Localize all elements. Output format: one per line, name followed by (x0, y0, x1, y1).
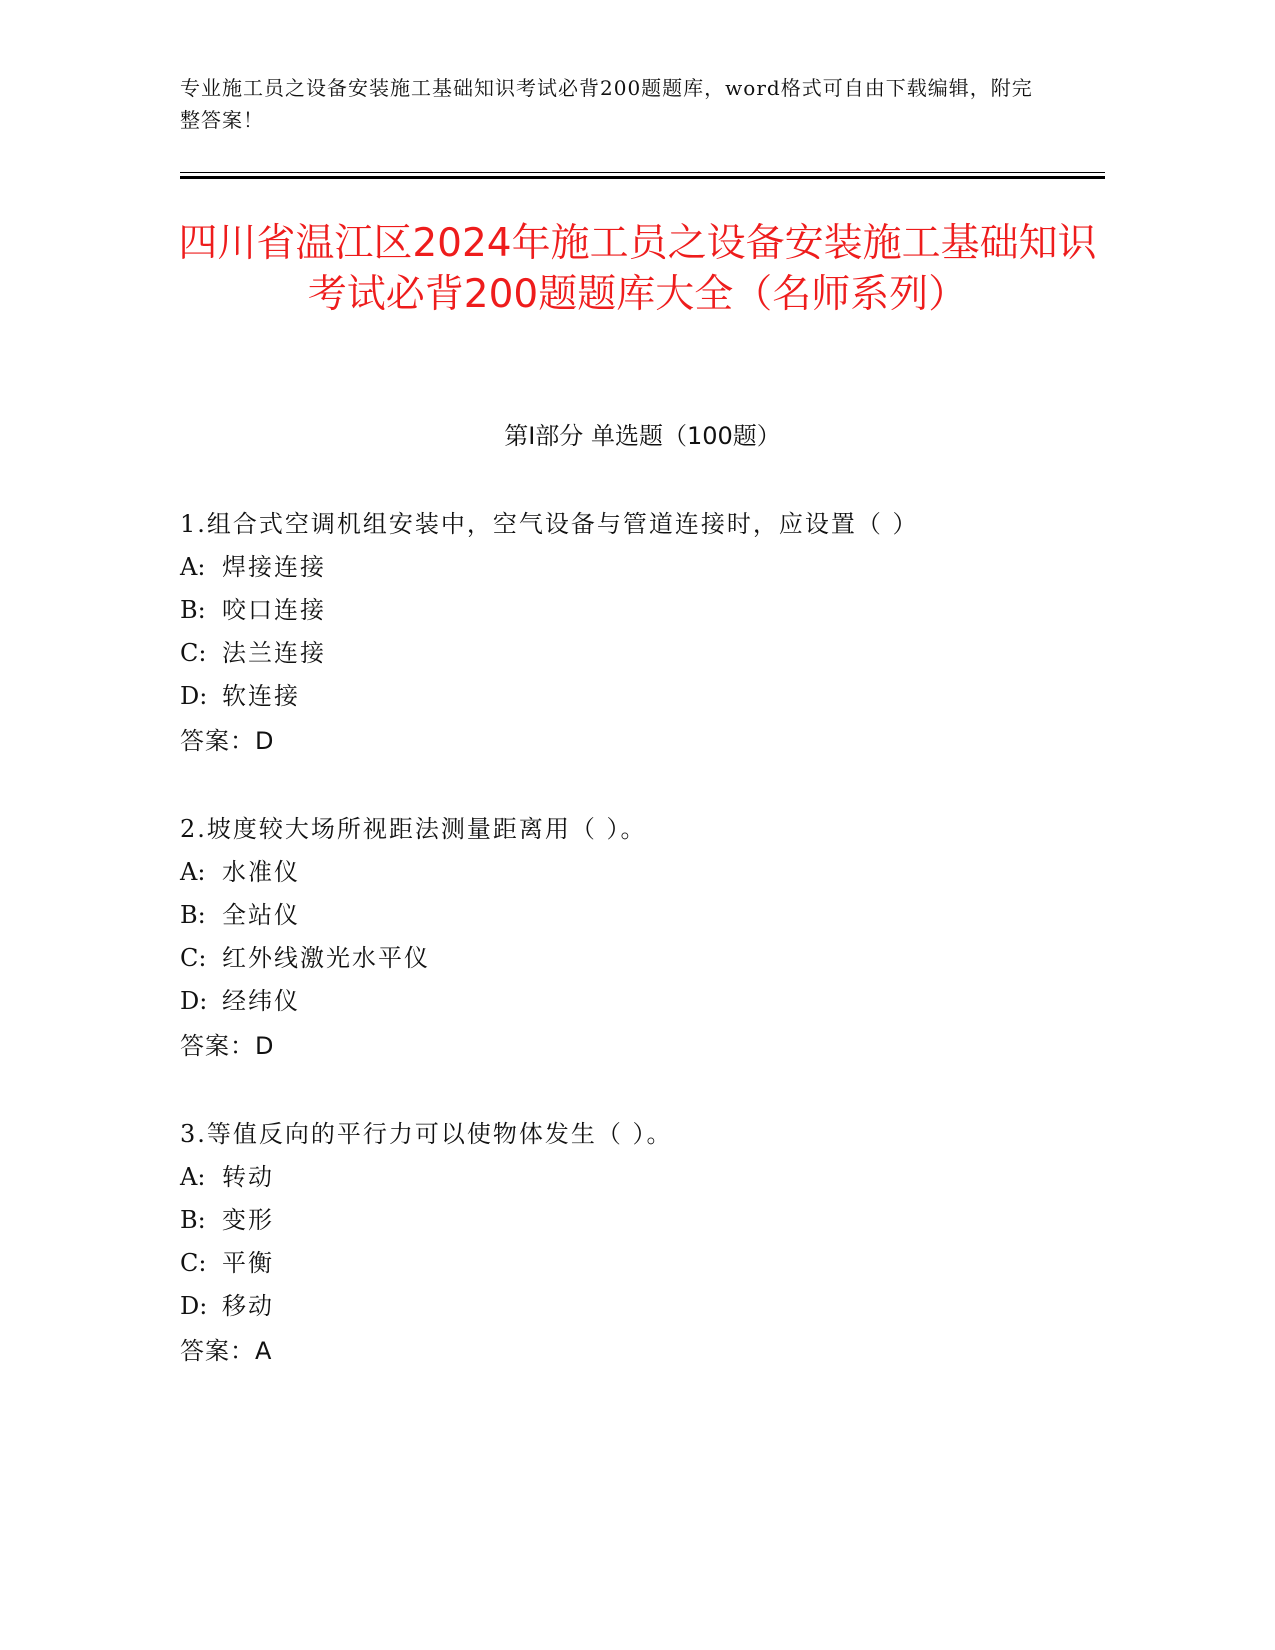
question-stem: 2.坡度较大场所视距法测量距离用（ ）。 (180, 815, 647, 843)
option-text: 变形 (222, 1206, 274, 1234)
answer-line: 答案：D (180, 1032, 275, 1060)
option-letter: D: (180, 987, 208, 1015)
option-letter: D: (180, 1292, 208, 1320)
option-text: 法兰连接 (222, 639, 326, 667)
option-text: 平衡 (222, 1249, 274, 1277)
question-stem: 3.等值反向的平行力可以使物体发生（ ）。 (180, 1120, 673, 1148)
option-c (180, 1242, 1105, 1285)
option-b (180, 894, 1105, 937)
option-text: 全站仪 (222, 901, 300, 929)
option-text: 焊接连接 (222, 553, 326, 581)
option-c (180, 937, 1105, 980)
option-d (180, 1285, 1105, 1328)
question-2 (180, 808, 1105, 1069)
option-letter: B: (180, 901, 206, 929)
header-divider-thick (180, 176, 1105, 179)
option-a (180, 1156, 1105, 1199)
option-text: 咬口连接 (222, 596, 326, 624)
option-b (180, 1199, 1105, 1242)
option-text: 软连接 (222, 682, 300, 710)
option-text: 移动 (222, 1292, 274, 1320)
option-letter: A: (180, 553, 206, 581)
header-note: 专业施工员之设备安装施工基础知识考试必背200题题库，word格式可自由下载编辑，附完整答案！ (180, 76, 1033, 132)
option-letter: C: (180, 944, 207, 972)
question-3 (180, 1113, 1105, 1374)
option-d (180, 675, 1105, 718)
question-stem: 1.组合式空调机组安装中，空气设备与管道连接时，应设置（ ） (180, 510, 919, 538)
section-heading: 第Ⅰ部分 单选题（100题） (504, 422, 781, 450)
answer-line: 答案：A (180, 1337, 273, 1365)
answer-line: 答案：D (180, 727, 275, 755)
option-b (180, 589, 1105, 632)
option-letter: A: (180, 1163, 206, 1191)
option-letter: C: (180, 1249, 207, 1277)
option-letter: A: (180, 858, 206, 886)
header-divider-thin (180, 172, 1105, 173)
document-title: 四川省温江区2024年施工员之设备安装施工基础知识考试必背200题题库大全（名师系列） (178, 221, 1097, 317)
option-text: 水准仪 (222, 858, 300, 886)
question-1 (180, 503, 1105, 764)
option-text: 红外线激光水平仪 (222, 944, 430, 972)
option-a (180, 851, 1105, 894)
option-letter: B: (180, 596, 206, 624)
option-letter: C: (180, 639, 207, 667)
option-a (180, 546, 1105, 589)
option-c (180, 632, 1105, 675)
option-letter: B: (180, 1206, 206, 1234)
option-text: 经纬仪 (222, 987, 300, 1015)
option-text: 转动 (222, 1163, 274, 1191)
option-d (180, 980, 1105, 1023)
option-letter: D: (180, 682, 208, 710)
